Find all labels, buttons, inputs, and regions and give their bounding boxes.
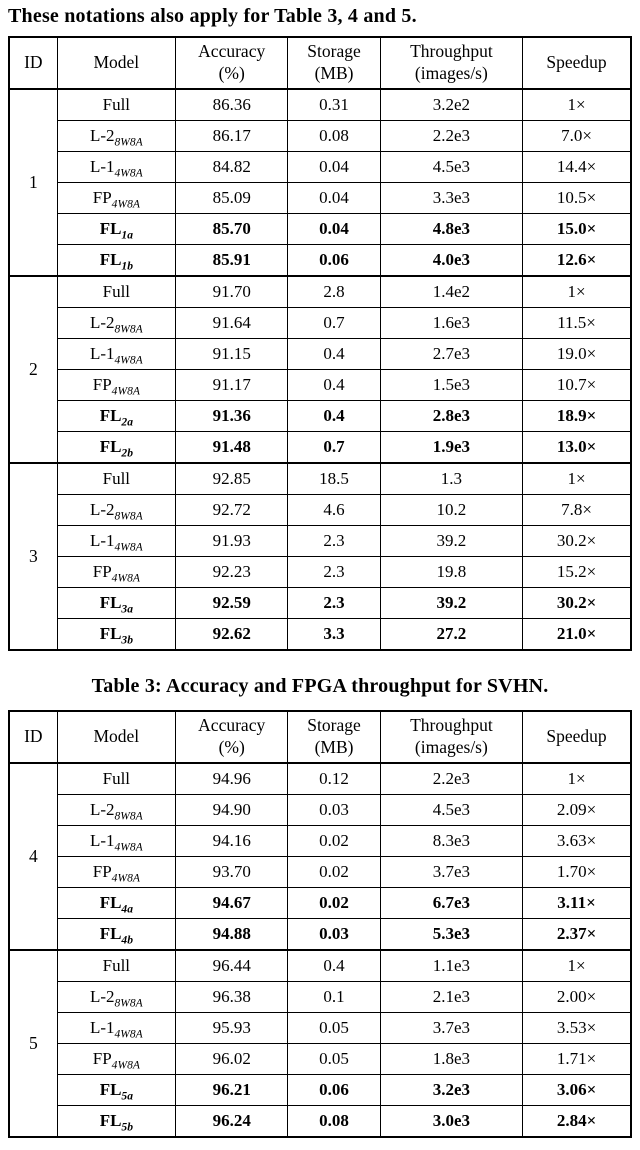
model-cell: Full	[57, 463, 175, 495]
value-cell: 94.67	[176, 887, 288, 918]
model-cell: $L-2_{8W8A}$	[57, 120, 175, 151]
model-subscript: 4b	[121, 932, 133, 946]
value-cell: 85.70	[176, 213, 288, 244]
table-row	[9, 618, 631, 650]
value-cell: 91.17	[176, 369, 288, 400]
model-subscript: 4W8A	[111, 571, 140, 585]
value-cell: 0.4	[288, 369, 380, 400]
table-row	[9, 825, 631, 856]
value-cell: 92.59	[176, 587, 288, 618]
value-cell: 2.8	[288, 276, 380, 308]
value-cell: 10.7×	[523, 369, 631, 400]
value-cell: 94.90	[176, 794, 288, 825]
value-cell: 1.5e3	[380, 369, 522, 400]
value-cell: 1.3	[380, 463, 522, 495]
table-3-caption: Table 3: Accuracy and FPGA throughput for SVHN.	[91, 674, 549, 697]
value-cell: 84.82	[176, 151, 288, 182]
table-row	[9, 525, 631, 556]
model-subscript: 8W8A	[114, 808, 143, 822]
value-cell: 2.3	[288, 556, 380, 587]
value-cell: 2.7e3	[380, 338, 522, 369]
value-cell: 1.70×	[523, 856, 631, 887]
header-row	[9, 37, 631, 89]
value-cell: 3.2e2	[380, 89, 522, 121]
table-row	[9, 244, 631, 276]
table-row	[9, 856, 631, 887]
value-cell: 39.2	[380, 525, 522, 556]
value-cell: 1×	[523, 276, 631, 308]
results-table-2	[8, 710, 632, 1138]
value-cell: 2.37×	[523, 918, 631, 950]
model-cell: $FL_{3a}$	[57, 587, 175, 618]
value-cell: 2.8e3	[380, 400, 522, 431]
value-cell: 96.24	[176, 1105, 288, 1137]
table-row	[9, 463, 631, 495]
value-cell: 30.2×	[523, 587, 631, 618]
value-cell: 3.11×	[523, 887, 631, 918]
table-row	[9, 763, 631, 795]
value-cell: 96.44	[176, 950, 288, 982]
value-cell: 1.4e2	[380, 276, 522, 308]
value-cell: 0.04	[288, 213, 380, 244]
model-cell: $FL_{2b}$	[57, 431, 175, 463]
value-cell: 96.21	[176, 1074, 288, 1105]
value-cell: 3.63×	[523, 825, 631, 856]
column-header: Accuracy (%)	[176, 37, 288, 89]
value-cell: 13.0×	[523, 431, 631, 463]
table-row	[9, 213, 631, 244]
model-cell: $FL_{5b}$	[57, 1105, 175, 1137]
model-subscript: 1b	[121, 259, 133, 273]
table-row	[9, 887, 631, 918]
table-row	[9, 307, 631, 338]
model-cell: $FP_{4W8A}$	[57, 556, 175, 587]
table-row	[9, 918, 631, 950]
value-cell: 0.05	[288, 1012, 380, 1043]
model-cell: $FL_{1b}$	[57, 244, 175, 276]
model-subscript: 4W8A	[111, 870, 140, 884]
value-cell: 92.23	[176, 556, 288, 587]
table-row	[9, 400, 631, 431]
value-cell: 11.5×	[523, 307, 631, 338]
value-cell: 3.2e3	[380, 1074, 522, 1105]
value-cell: 91.64	[176, 307, 288, 338]
table-row	[9, 1105, 631, 1137]
value-cell: 2.2e3	[380, 763, 522, 795]
model-subscript: 4W8A	[111, 197, 140, 211]
value-cell: 94.88	[176, 918, 288, 950]
value-cell: 1×	[523, 950, 631, 982]
value-cell: 96.38	[176, 981, 288, 1012]
model-subscript: 2b	[121, 446, 133, 460]
value-cell: 1.8e3	[380, 1043, 522, 1074]
paper-page	[0, 5, 640, 1138]
column-header: Speedup	[523, 711, 631, 763]
value-cell: 3.7e3	[380, 856, 522, 887]
column-header: ID	[9, 37, 57, 89]
column-header: Model	[57, 37, 175, 89]
value-cell: 1×	[523, 763, 631, 795]
value-cell: 1.6e3	[380, 307, 522, 338]
group-id-cell: 1	[9, 89, 57, 276]
model-cell: $FP_{4W8A}$	[57, 369, 175, 400]
table-row	[9, 1012, 631, 1043]
value-cell: 4.5e3	[380, 794, 522, 825]
model-subscript: 5a	[121, 1088, 133, 1102]
column-header: Accuracy (%)	[176, 711, 288, 763]
value-cell: 2.1e3	[380, 981, 522, 1012]
model-cell: $FL_{4b}$	[57, 918, 175, 950]
table-row	[9, 151, 631, 182]
value-cell: 1×	[523, 89, 631, 121]
group-id-cell: 3	[9, 463, 57, 650]
model-cell: $L-1_{4W8A}$	[57, 1012, 175, 1043]
value-cell: 0.31	[288, 89, 380, 121]
value-cell: 94.96	[176, 763, 288, 795]
table-row	[9, 431, 631, 463]
model-subscript: 4W8A	[111, 1057, 140, 1071]
table-2-body	[9, 763, 631, 1137]
column-header: Throughput (images/s)	[380, 711, 522, 763]
model-cell: $L-1_{4W8A}$	[57, 151, 175, 182]
value-cell: 3.3e3	[380, 182, 522, 213]
table-2-header	[9, 711, 631, 763]
value-cell: 91.70	[176, 276, 288, 308]
table-row	[9, 1074, 631, 1105]
group-id-cell: 2	[9, 276, 57, 463]
model-subscript: 3b	[121, 633, 133, 647]
value-cell: 21.0×	[523, 618, 631, 650]
model-cell: $L-2_{8W8A}$	[57, 307, 175, 338]
value-cell: 0.03	[288, 794, 380, 825]
model-cell: Full	[57, 763, 175, 795]
model-subscript: 4W8A	[114, 166, 143, 180]
value-cell: 2.00×	[523, 981, 631, 1012]
column-header: Storage (MB)	[288, 711, 380, 763]
value-cell: 8.3e3	[380, 825, 522, 856]
value-cell: 5.3e3	[380, 918, 522, 950]
column-header: Model	[57, 711, 175, 763]
value-cell: 0.7	[288, 431, 380, 463]
value-cell: 0.02	[288, 856, 380, 887]
value-cell: 2.2e3	[380, 120, 522, 151]
table-row	[9, 494, 631, 525]
value-cell: 91.15	[176, 338, 288, 369]
value-cell: 0.05	[288, 1043, 380, 1074]
model-subscript: 8W8A	[114, 509, 143, 523]
value-cell: 15.2×	[523, 556, 631, 587]
table-row	[9, 587, 631, 618]
model-subscript: 4W8A	[114, 353, 143, 367]
value-cell: 1.1e3	[380, 950, 522, 982]
header-row	[9, 711, 631, 763]
model-cell: $FL_{3b}$	[57, 618, 175, 650]
value-cell: 10.2	[380, 494, 522, 525]
value-cell: 4.8e3	[380, 213, 522, 244]
value-cell: 0.4	[288, 338, 380, 369]
value-cell: 2.3	[288, 587, 380, 618]
value-cell: 0.12	[288, 763, 380, 795]
table-row	[9, 369, 631, 400]
table-row	[9, 981, 631, 1012]
value-cell: 0.4	[288, 950, 380, 982]
value-cell: 0.02	[288, 825, 380, 856]
value-cell: 30.2×	[523, 525, 631, 556]
value-cell: 0.1	[288, 981, 380, 1012]
value-cell: 27.2	[380, 618, 522, 650]
value-cell: 92.72	[176, 494, 288, 525]
model-cell: $L-2_{8W8A}$	[57, 794, 175, 825]
value-cell: 4.5e3	[380, 151, 522, 182]
value-cell: 86.36	[176, 89, 288, 121]
value-cell: 93.70	[176, 856, 288, 887]
table-row	[9, 89, 631, 121]
value-cell: 0.08	[288, 120, 380, 151]
table-row	[9, 556, 631, 587]
model-subscript: 8W8A	[114, 135, 143, 149]
table-row	[9, 950, 631, 982]
value-cell: 15.0×	[523, 213, 631, 244]
value-cell: 0.02	[288, 887, 380, 918]
table-1-body	[9, 89, 631, 650]
value-cell: 7.0×	[523, 120, 631, 151]
results-table-1	[8, 36, 632, 651]
value-cell: 91.36	[176, 400, 288, 431]
column-header: Storage (MB)	[288, 37, 380, 89]
value-cell: 18.5	[288, 463, 380, 495]
value-cell: 91.93	[176, 525, 288, 556]
value-cell: 10.5×	[523, 182, 631, 213]
model-subscript: 4W8A	[111, 384, 140, 398]
table-1-header	[9, 37, 631, 89]
model-cell: $L-2_{8W8A}$	[57, 981, 175, 1012]
model-subscript: 4W8A	[114, 540, 143, 554]
value-cell: 0.4	[288, 400, 380, 431]
model-cell: Full	[57, 276, 175, 308]
table-row	[9, 182, 631, 213]
value-cell: 0.04	[288, 182, 380, 213]
value-cell: 1.71×	[523, 1043, 631, 1074]
value-cell: 0.04	[288, 151, 380, 182]
value-cell: 3.7e3	[380, 1012, 522, 1043]
value-cell: 92.62	[176, 618, 288, 650]
value-cell: 0.06	[288, 244, 380, 276]
value-cell: 95.93	[176, 1012, 288, 1043]
group-id-cell: 5	[9, 950, 57, 1137]
value-cell: 6.7e3	[380, 887, 522, 918]
column-header: ID	[9, 711, 57, 763]
table-row	[9, 1043, 631, 1074]
value-cell: 91.48	[176, 431, 288, 463]
value-cell: 3.3	[288, 618, 380, 650]
model-cell: $FP_{4W8A}$	[57, 182, 175, 213]
value-cell: 2.09×	[523, 794, 631, 825]
model-subscript: 2a	[121, 415, 133, 429]
value-cell: 18.9×	[523, 400, 631, 431]
model-cell: $FP_{4W8A}$	[57, 856, 175, 887]
table-row	[9, 276, 631, 308]
model-cell: $L-1_{4W8A}$	[57, 525, 175, 556]
model-cell: $FL_{5a}$	[57, 1074, 175, 1105]
value-cell: 0.08	[288, 1105, 380, 1137]
model-cell: $FL_{4a}$	[57, 887, 175, 918]
model-subscript: 1a	[121, 228, 133, 242]
model-subscript: 8W8A	[114, 322, 143, 336]
value-cell: 19.8	[380, 556, 522, 587]
value-cell: 4.6	[288, 494, 380, 525]
group-id-cell: 4	[9, 763, 57, 950]
value-cell: 1×	[523, 463, 631, 495]
value-cell: 4.0e3	[380, 244, 522, 276]
value-cell: 39.2	[380, 587, 522, 618]
column-header: Speedup	[523, 37, 631, 89]
model-subscript: 8W8A	[114, 995, 143, 1009]
model-cell: $FL_{2a}$	[57, 400, 175, 431]
model-cell: Full	[57, 89, 175, 121]
value-cell: 2.84×	[523, 1105, 631, 1137]
value-cell: 1.9e3	[380, 431, 522, 463]
value-cell: 19.0×	[523, 338, 631, 369]
model-cell: $L-2_{8W8A}$	[57, 494, 175, 525]
value-cell: 3.06×	[523, 1074, 631, 1105]
value-cell: 12.6×	[523, 244, 631, 276]
model-cell: $L-1_{4W8A}$	[57, 338, 175, 369]
column-header: Throughput (images/s)	[380, 37, 522, 89]
value-cell: 92.85	[176, 463, 288, 495]
value-cell: 96.02	[176, 1043, 288, 1074]
table-row	[9, 794, 631, 825]
value-cell: 14.4×	[523, 151, 631, 182]
value-cell: 86.17	[176, 120, 288, 151]
model-cell: Full	[57, 950, 175, 982]
value-cell: 85.91	[176, 244, 288, 276]
model-cell: $FL_{1a}$	[57, 213, 175, 244]
model-cell: $L-1_{4W8A}$	[57, 825, 175, 856]
model-subscript: 4W8A	[114, 1026, 143, 1040]
model-subscript: 4W8A	[114, 839, 143, 853]
value-cell: 94.16	[176, 825, 288, 856]
table-notation-note: These notations also apply for Table 3, 4 and 5.	[8, 5, 417, 27]
value-cell: 7.8×	[523, 494, 631, 525]
value-cell: 0.03	[288, 918, 380, 950]
value-cell: 85.09	[176, 182, 288, 213]
model-subscript: 3a	[121, 602, 133, 616]
value-cell: 3.0e3	[380, 1105, 522, 1137]
value-cell: 3.53×	[523, 1012, 631, 1043]
model-cell: $FP_{4W8A}$	[57, 1043, 175, 1074]
table-row	[9, 338, 631, 369]
model-subscript: 5b	[121, 1119, 133, 1133]
model-subscript: 4a	[121, 901, 133, 915]
table-row	[9, 120, 631, 151]
value-cell: 0.7	[288, 307, 380, 338]
value-cell: 0.06	[288, 1074, 380, 1105]
value-cell: 2.3	[288, 525, 380, 556]
